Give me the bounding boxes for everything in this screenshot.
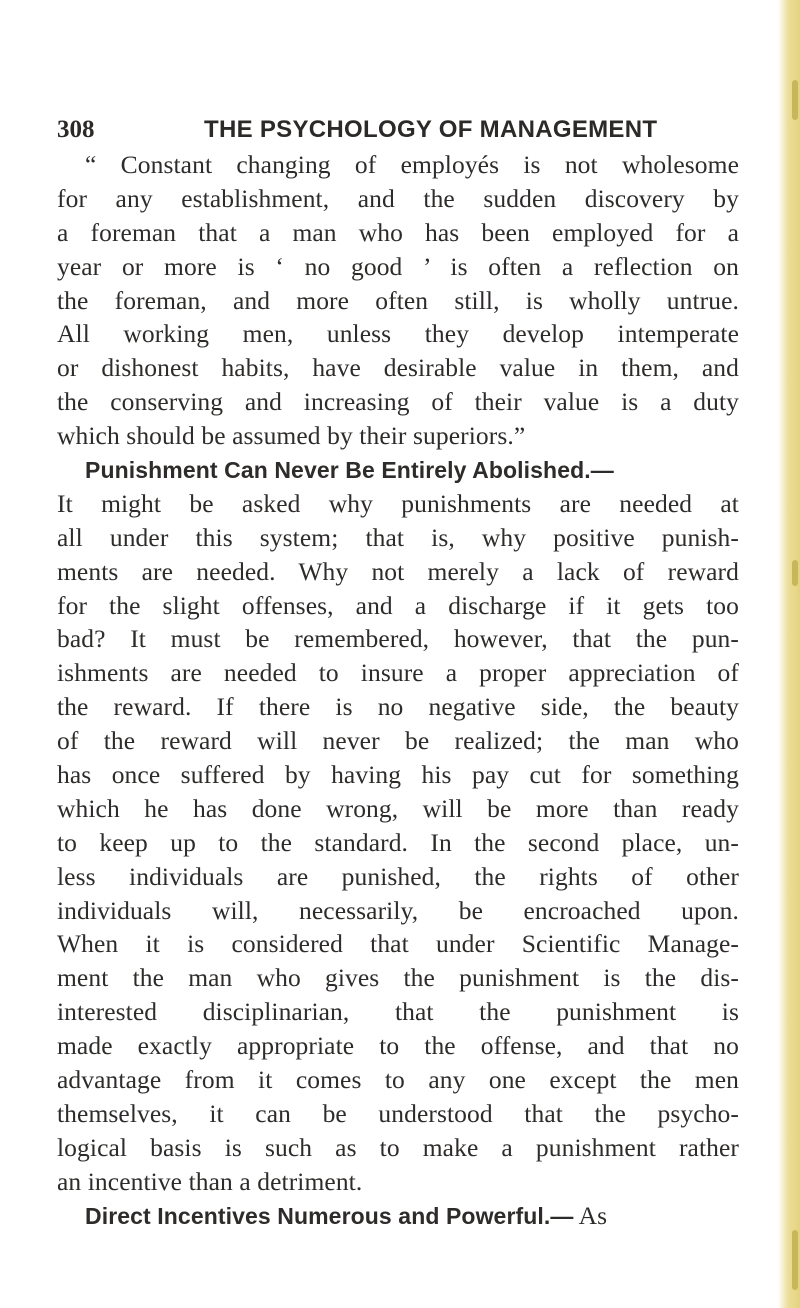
text-line: to keep up to the standard. In the second place, un- (57, 827, 739, 857)
section-heading: Direct Incentives Numerous and Powerful.— (85, 1202, 574, 1229)
page-edge-mark (792, 560, 798, 586)
section-heading: Punishment Can Never Be Entirely Abolished.— (85, 457, 614, 484)
text-line: a foreman that a man who has been employed for a (57, 217, 739, 247)
text-line: which should be assumed by their superiors.” (57, 421, 526, 451)
text-line: interested disciplinarian, that the punishment is (57, 997, 739, 1027)
text-line: “ Constant changing of employés is not wholesome (85, 150, 739, 179)
text-line: When it is considered that under Scientific Manage- (57, 929, 739, 959)
page-number: 308 (57, 116, 95, 143)
page-edge-mark (792, 80, 798, 120)
text-line: less individuals are punished, the rights of other (57, 861, 739, 891)
text-line: for the slight offenses, and a discharge if it gets too (57, 590, 739, 620)
page-edge-shadow (778, 0, 800, 1308)
running-title: THE PSYCHOLOGY OF MANAGEMENT (204, 116, 658, 143)
text-line: All working men, unless they develop intemperate (57, 319, 739, 349)
running-header (57, 116, 747, 146)
continuation-text: As (573, 1200, 608, 1230)
text-line: It might be asked why punishments are needed at (57, 488, 739, 518)
text-line: logical basis is such as to make a punishment rather (57, 1132, 739, 1162)
text-line: has once suffered by having his pay cut for something (57, 760, 739, 790)
text-line: year or more is ‘ no good ’ is often a reflection on (57, 251, 739, 281)
text-line: the reward. If there is no negative side, the beauty (57, 692, 739, 722)
text-line: advantage from it comes to any one except the men (57, 1065, 739, 1095)
text-line: the foreman, and more often still, is wholly untrue. (57, 285, 739, 315)
text-line: all under this system; that is, why positive punish- (57, 522, 739, 552)
section-heading-line (57, 453, 739, 487)
text-line: ments are needed. Why not merely a lack of reward (57, 556, 739, 586)
text-line: individuals will, necessarily, be encroached upon. (57, 895, 739, 925)
section-heading-line (57, 1199, 739, 1233)
body-text (57, 148, 739, 1233)
text-line: themselves, it can be understood that the psycho- (57, 1098, 739, 1128)
text-line: ment the man who gives the punishment is the dis- (57, 963, 739, 993)
text-line: made exactly appropriate to the offense, and that no (57, 1031, 739, 1061)
text-line: or dishonest habits, have desirable value in them, and (57, 353, 739, 383)
text-line: the conserving and increasing of their value is a duty (57, 387, 739, 417)
text-line: ishments are needed to insure a proper appreciation of (57, 658, 739, 688)
text-line: an incentive than a detriment. (57, 1166, 363, 1196)
text-line: bad? It must be remembered, however, that the pun- (57, 624, 739, 654)
text-line: of the reward will never be realized; the man who (57, 726, 739, 756)
text-line: which he has done wrong, will be more than ready (57, 793, 739, 823)
text-line: for any establishment, and the sudden discovery by (57, 183, 739, 213)
page-edge-mark (792, 1230, 798, 1290)
